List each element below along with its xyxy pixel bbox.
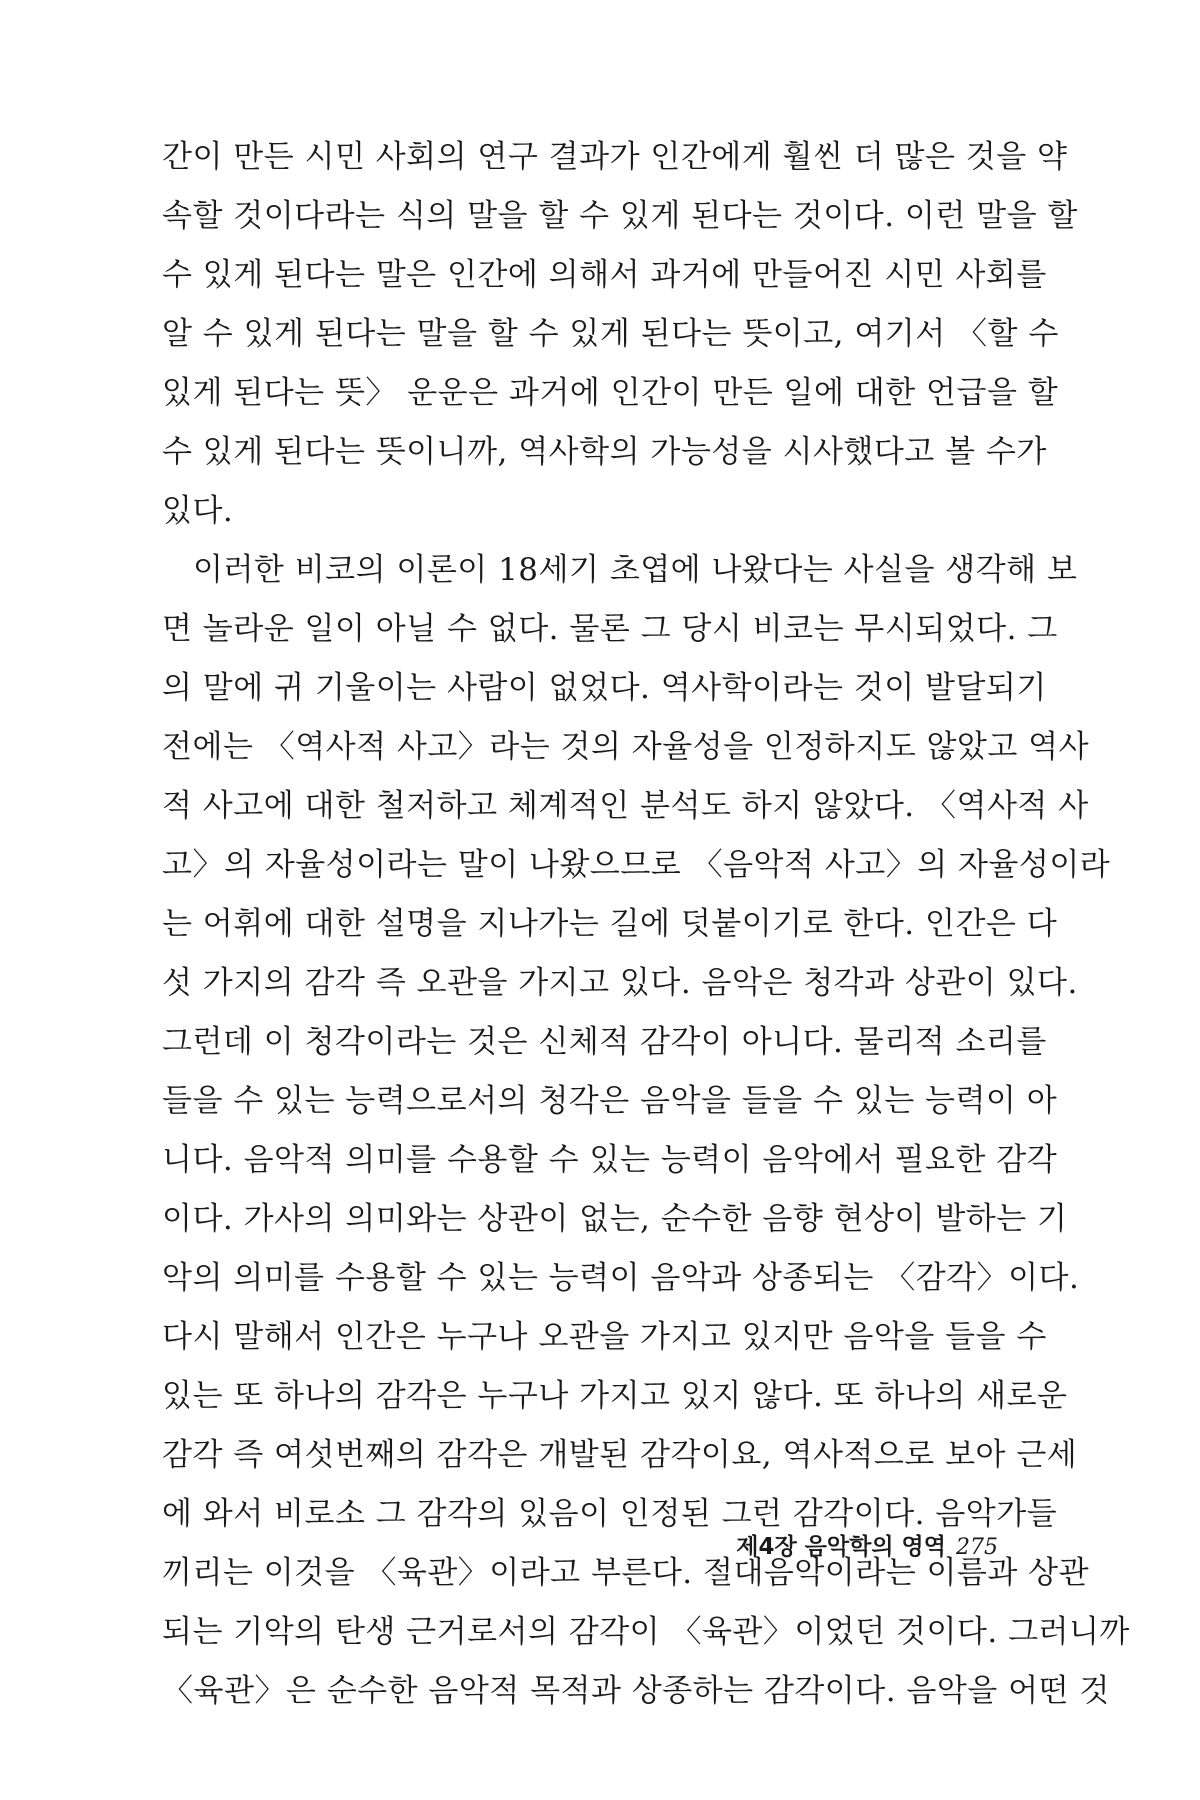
text-line: 니다. 음악적 의미를 수용할 수 있는 능력이 음악에서 필요한 감각 [162, 1142, 1058, 1178]
text-line: 〈육관〉은 순수한 음악적 목적과 상종하는 감각이다. 음악을 어떤 것 [162, 1673, 1110, 1709]
text-line: 고〉의 자율성이라는 말이 나왔으므로 〈음악적 사고〉의 자율성이라 [162, 847, 1111, 883]
text-line: 의 말에 귀 기울이는 사람이 없었다. 역사학이라는 것이 발달되기 [162, 670, 1047, 706]
text-line: 있게 된다는 뜻〉 운운은 과거에 인간이 만든 일에 대한 언급을 할 [162, 375, 1059, 411]
text-line: 전에는 〈역사적 사고〉라는 것의 자율성을 인정하지도 않았고 역사 [162, 729, 1090, 765]
text-line: 에 와서 비로소 그 감각의 있음이 인정된 그런 감각이다. 음악가들 [162, 1496, 1058, 1532]
text-line: 적 사고에 대한 철저하고 체계적인 분석도 하지 않았다. 〈역사적 사 [162, 788, 1089, 824]
body-text [162, 128, 1130, 1721]
text-line: 들을 수 있는 능력으로서의 청각은 음악을 들을 수 있는 능력이 아 [162, 1083, 1058, 1119]
paragraph [162, 128, 1078, 541]
text-line: 그런데 이 청각이라는 것은 신체적 감각이 아니다. 물리적 소리를 [162, 1024, 1047, 1060]
text-line: 이다. 가사의 의미와는 상관이 없는, 순수한 음향 현상이 발하는 기 [162, 1201, 1068, 1237]
text-line: 간이 만든 시민 사회의 연구 결과가 인간에게 훨씬 더 많은 것을 약 [162, 139, 1068, 175]
text-line: 섯 가지의 감각 즉 오관을 가지고 있다. 음악은 청각과 상관이 있다. [162, 965, 1078, 1001]
text-line: 알 수 있게 된다는 말을 할 수 있게 된다는 뜻이고, 여기서 〈할 수 [162, 316, 1059, 352]
text-line: 악의 의미를 수용할 수 있는 능력이 음악과 상종되는 〈감각〉이다. [162, 1260, 1080, 1296]
chapter-title: 제4장 음악학의 영역 [736, 1534, 946, 1560]
running-footer [736, 1528, 998, 1561]
text-line: 면 놀라운 일이 아닐 수 없다. 물론 그 당시 비코는 무시되었다. 그 [162, 611, 1058, 647]
text-line: 속할 것이다라는 식의 말을 할 수 있게 된다는 것이다. 이런 말을 할 [162, 198, 1078, 234]
text-line: 수 있게 된다는 말은 인간에 의해서 과거에 만들어진 시민 사회를 [162, 257, 1047, 293]
text-line: 다시 말해서 인간은 누구나 오관을 가지고 있지만 음악을 들을 수 [162, 1319, 1047, 1355]
text-line: 수 있게 된다는 뜻이니까, 역사학의 가능성을 시사했다고 볼 수가 [162, 434, 1047, 470]
text-line: 이러한 비코의 이론이 18세기 초엽에 나왔다는 사실을 생각해 보 [193, 552, 1078, 588]
text-line: 되는 기악의 탄생 근거로서의 감각이 〈육관〉이었던 것이다. 그러니까 [162, 1614, 1130, 1650]
page-number: 275 [956, 1535, 998, 1560]
text-line: 있는 또 하나의 감각은 누구나 가지고 있지 않다. 또 하나의 새로운 [162, 1378, 1068, 1414]
text-line: 끼리는 이것을 〈육관〉이라고 부른다. 절대음악이라는 이름과 상관 [162, 1555, 1090, 1591]
text-line: 는 어휘에 대한 설명을 지나가는 길에 덧붙이기로 한다. 인간은 다 [162, 906, 1058, 942]
text-line: 있다. [162, 493, 234, 529]
text-line: 감각 즉 여섯번째의 감각은 개발된 감각이요, 역사적으로 보아 근세 [162, 1437, 1078, 1473]
